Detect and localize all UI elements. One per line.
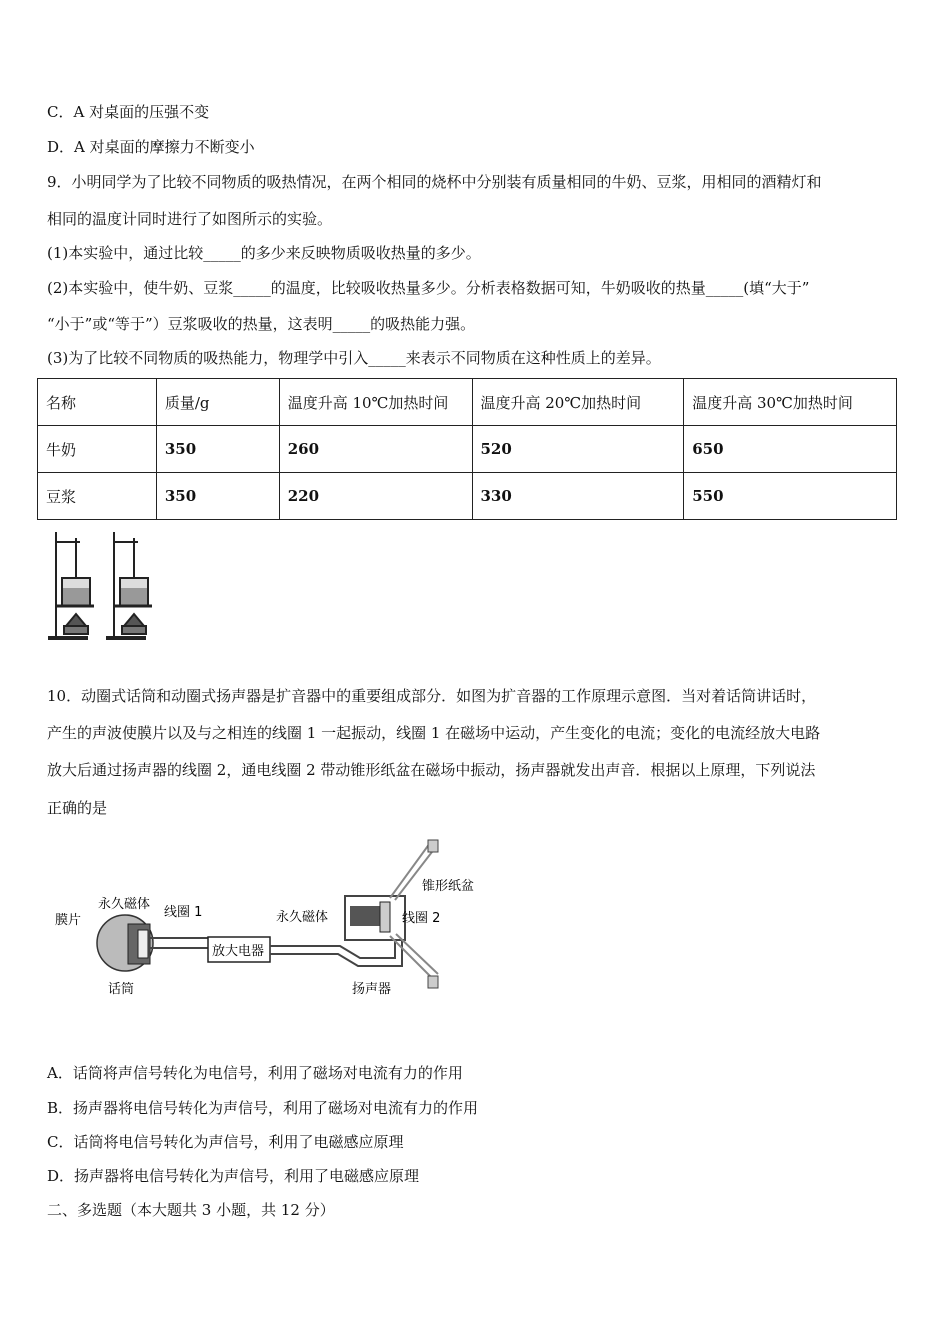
- label-cone: 锥形纸盆: [422, 879, 475, 894]
- table-header-cell: 名称: [38, 379, 157, 426]
- table-cell: 520: [472, 426, 684, 473]
- label-microphone: 话筒: [108, 982, 135, 997]
- table-header-cell: 质量/g: [156, 379, 279, 426]
- table-cell: 330: [472, 473, 684, 520]
- q10-option-b: B．扬声器将电信号转化为声信号，利用了磁场对电流有力的作用: [47, 1099, 479, 1117]
- q9-stem-line1: 9．小明同学为了比较不同物质的吸热情况，在两个相同的烧杯中分别装有质量相同的牛奶、豆浆，用相同的酒精灯和: [47, 173, 822, 191]
- heating-apparatus-figure: [44, 526, 164, 646]
- amplifier-diagram: [50, 838, 500, 1003]
- q10-option-a: A．话筒将声信号转化为电信号，利用了磁场对电流有力的作用: [47, 1064, 463, 1082]
- label-amplifier: 放大电器: [212, 944, 265, 959]
- q9-sub-question-2-line2: “小于”或“等于”）豆浆吸收的热量，这表明_____的吸热能力强。: [47, 315, 476, 333]
- q10-stem-line3: 放大后通过扬声器的线圈 2，通电线圈 2 带动锥形纸盆在磁场中振动，扬声器就发出声音．根据以上原理，下列说法: [47, 761, 816, 779]
- table-header-cell: 温度升高 30℃加热时间: [684, 379, 897, 426]
- label-magnet-2: 永久磁体: [276, 910, 329, 925]
- apparatus-right: [106, 532, 152, 638]
- q9-stem-line2: 相同的温度计同时进行了如图所示的实验。: [47, 210, 333, 228]
- q10-option-c: C．话筒将电信号转化为声信号，利用了电磁感应原理: [47, 1133, 404, 1151]
- q9-sub-question-2-line1: (2)本实验中，使牛奶、豆浆_____的温度，比较吸收热量多少。分析表格数据可知，牛奶吸收的热量_____(填“大于”: [47, 279, 810, 297]
- q8-option-c: C．A 对桌面的压强不变: [47, 103, 210, 121]
- coil-1-shape: [138, 930, 148, 958]
- q10-stem-line2: 产生的声波使膜片以及与之相连的线圈 1 一起振动，线圈 1 在磁场中运动，产生变化的电流；变化的电流经放大电路: [47, 724, 821, 742]
- section-2-title: 二、多选题（本大题共 3 小题，共 12 分）: [47, 1201, 335, 1219]
- label-coil-2: 线圈 2: [402, 911, 441, 926]
- table-cell: 350: [156, 473, 279, 520]
- label-magnet-1: 永久磁体: [98, 897, 151, 912]
- q10-option-d: D．扬声器将电信号转化为声信号，利用了电磁感应原理: [47, 1167, 420, 1185]
- label-speaker: 扬声器: [352, 982, 392, 997]
- apparatus-left: [48, 532, 94, 638]
- table-cell: 350: [156, 426, 279, 473]
- table-cell: 牛奶: [38, 426, 157, 473]
- table-row: [38, 426, 897, 473]
- table-cell: 260: [279, 426, 472, 473]
- table-header-row: [38, 379, 897, 426]
- table-header-cell: 温度升高 10℃加热时间: [279, 379, 472, 426]
- table-cell: 650: [684, 426, 897, 473]
- q10-stem-line4: 正确的是: [47, 799, 108, 817]
- q8-option-d: D．A 对桌面的摩擦力不断变小: [47, 138, 255, 156]
- q9-sub-question-3: (3)为了比较不同物质的吸热能力，物理学中引入_____来表示不同物质在这种性质上的差异。: [47, 349, 661, 367]
- table-row: [38, 473, 897, 520]
- label-diaphragm: 膜片: [55, 913, 82, 928]
- coil-2-shape: [380, 902, 390, 932]
- q10-stem-line1: 10．动圈式话筒和动圈式扬声器是扩音器中的重要组成部分．如图为扩音器的工作原理示意图．当对着话筒讲话时，: [47, 687, 817, 705]
- table-cell: 豆浆: [38, 473, 157, 520]
- table-header-cell: 温度升高 20℃加热时间: [472, 379, 684, 426]
- heating-data-table: [37, 378, 897, 520]
- q9-sub-question-1: (1)本实验中，通过比较_____的多少来反映物质吸收热量的多少。: [47, 244, 481, 262]
- label-coil-1: 线圈 1: [164, 905, 203, 920]
- table-cell: 550: [684, 473, 897, 520]
- table-cell: 220: [279, 473, 472, 520]
